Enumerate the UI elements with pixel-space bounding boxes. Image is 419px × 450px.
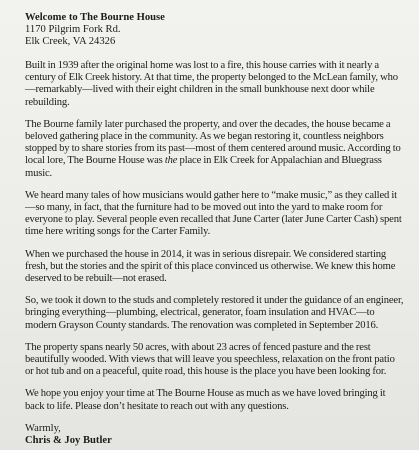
address-line-1: 1170 Pilgrim Fork Rd. [25, 24, 121, 35]
paragraph-restoration: So, we took it down to the studs and completely restored it under the guidance of an engineer, bringing everything—plumbing, electrical, generator, foam insulation and HVAC—to modern Grayson County standards. The renovation was completed in September 2016. [25, 295, 404, 331]
paragraph-history: Built in 1939 after the original home was lost to a fire, this house carries with it nearly a century of Elk Creek history. At that time, the property belonged to the McLean family, who—remarkably—lived with their eight children in the small bunkhouse next door while rebuilding. [25, 60, 398, 108]
paragraph-property: The property spans nearly 50 acres, with about 23 acres of fenced pasture and the rest beautifully wooded. With views that will leave you speechless, relaxation on the front patio or hot tub and on a peaceful, quite road, this house is the place you have been looking for. [25, 341, 395, 378]
letter-header [25, 12, 405, 48]
paragraph-music-tales: We heard many tales of how musicians would gather here to “make music,” as they called it—so many, in fact, that the furniture had to be moved out into the yard to make room for everyone to play. Several people even recalled that June Carter (later June Carter Cash) spent time here writing songs for the Carter Family. [25, 189, 402, 238]
bourne-text-before: The Bourne family later purchased the property, and over the decades, the house became a beloved gathering place in the community. As we began restoring it, countless neighbors stopped by to share stories from its past—most of them centered around music. According to local lore, The Bourne House was [25, 118, 401, 167]
bourne-text-emphasis: the [164, 155, 178, 167]
address-line-2: Elk Creek, VA 24326 [25, 36, 116, 47]
letter-title: Welcome to The Bourne House [25, 12, 165, 23]
bourne-text-after: place in Elk Creek for Appalachian and Bluegrass music. [25, 155, 382, 179]
paragraph-bourne-family [25, 119, 405, 180]
paragraph-purchase: When we purchased the house in 2014, it was in serious disrepair. We considered starting fresh, but the stories and the spirit of this place convinced us otherwise. We knew this home deserved to be rebuilt—not erased. [25, 248, 396, 285]
closing: Warmly, [25, 422, 61, 434]
paragraph-welcome: We hope you enjoy your time at The Bourne House as much as we have loved bringing it back to life. Please don’t hesitate to reach out with any questions. [25, 388, 386, 412]
signoff [25, 423, 405, 447]
signature: Chris & Joy Butler [25, 435, 112, 447]
